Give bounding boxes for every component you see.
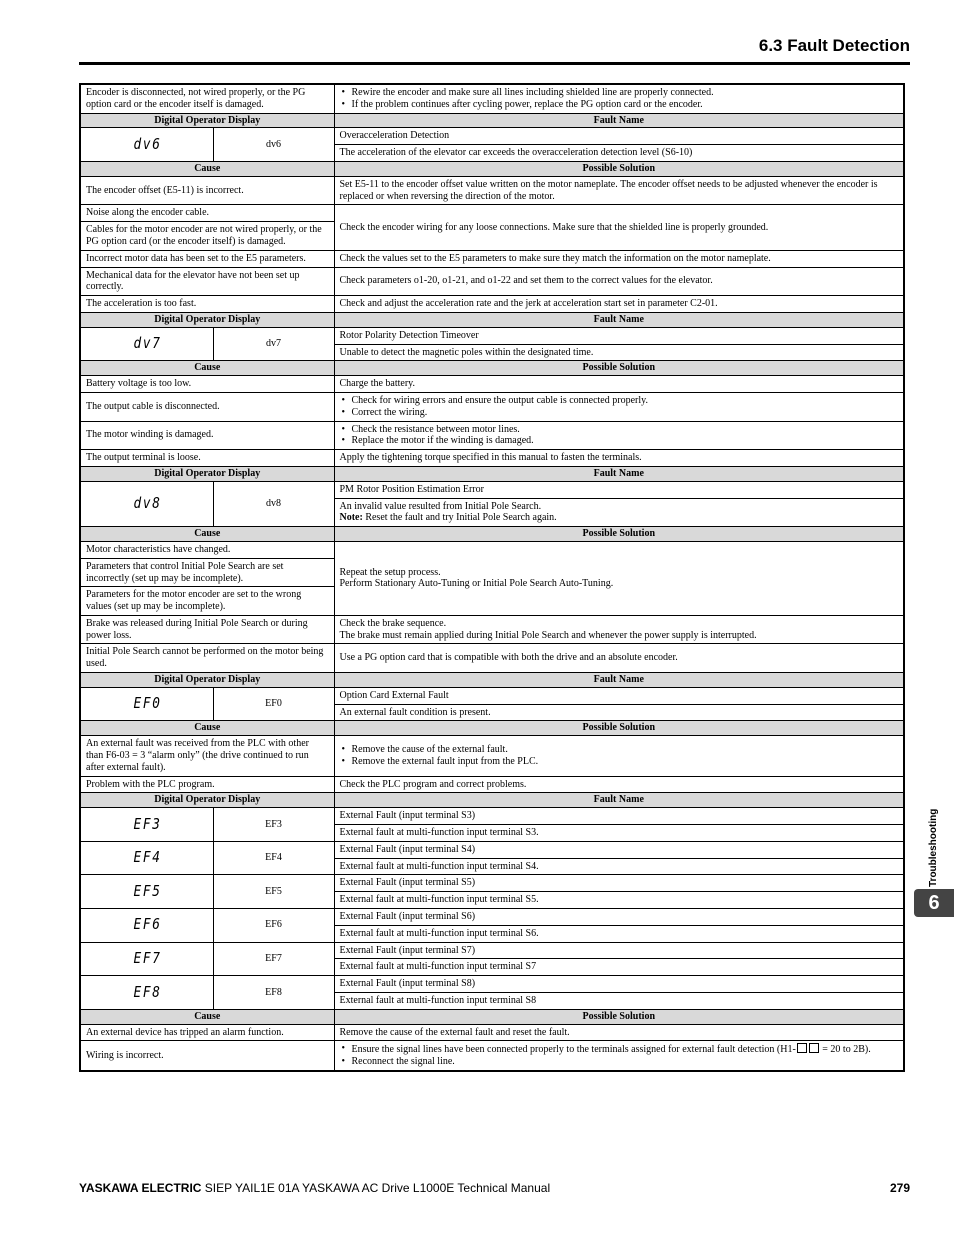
section-header-row xyxy=(80,1009,904,1024)
table-row xyxy=(80,615,904,644)
solution-bullet: • Check for wiring errors and ensure the output cable is connected properly. xyxy=(340,395,899,407)
page-footer xyxy=(79,1181,910,1195)
table-row xyxy=(80,875,904,892)
header-display: Digital Operator Display xyxy=(80,113,334,128)
note-line xyxy=(340,512,899,524)
solution-bullet xyxy=(340,1043,899,1056)
solution-cell xyxy=(334,736,904,776)
cause-cell: The output cable is disconnected. xyxy=(80,392,334,421)
segment-display-text: EF3 xyxy=(133,814,162,833)
solution-cell xyxy=(334,421,904,450)
cause-cell: Initial Pole Search cannot be performed on the motor being used. xyxy=(80,644,334,673)
cause-cell: The acceleration is too fast. xyxy=(80,296,334,313)
fault-name: External Fault (input terminal S5) xyxy=(334,875,904,892)
solution-cell: Set E5-11 to the encoder offset value written on the motor nameplate. The encoder offset needs to be adjusted whenever the encoder is replaced or when reversing the direction of the motor. xyxy=(334,176,904,205)
fault-code: EF5 xyxy=(213,875,334,909)
table-row xyxy=(80,392,904,421)
fault-description: Unable to detect the magnetic poles within the designated time. xyxy=(334,344,904,361)
cause-cell: An external device has tripped an alarm function. xyxy=(80,1024,334,1041)
header-fault-name: Fault Name xyxy=(334,793,904,808)
segment-display-text: EF4 xyxy=(133,848,162,867)
table-row xyxy=(80,176,904,205)
fault-name: PM Rotor Position Estimation Error xyxy=(334,481,904,498)
header-fault-name: Fault Name xyxy=(334,673,904,688)
header-display: Digital Operator Display xyxy=(80,312,334,327)
fault-name: Overacceleration Detection xyxy=(334,128,904,145)
header-solution: Possible Solution xyxy=(334,161,904,176)
section-header-row xyxy=(80,721,904,736)
solution-cell xyxy=(334,541,904,615)
header-cause: Cause xyxy=(80,361,334,376)
solution-cell xyxy=(334,1041,904,1071)
solution-cell: Charge the battery. xyxy=(334,376,904,393)
cause-cell: Problem with the PLC program. xyxy=(80,776,334,793)
operator-display xyxy=(80,841,213,875)
fault-code: EF4 xyxy=(213,841,334,875)
table-row xyxy=(80,1041,904,1071)
cause-cell: Encoder is disconnected, not wired properly, or the PG option card or the encoder itself is damaged. xyxy=(80,84,334,113)
table-row xyxy=(80,84,904,113)
header-fault-name: Fault Name xyxy=(334,113,904,128)
solution-text: = 20 to 2B). xyxy=(819,1044,871,1056)
table-row xyxy=(80,644,904,673)
chapter-tab: 6 xyxy=(914,889,954,917)
section-header-row xyxy=(80,466,904,481)
cause-cell: Battery voltage is too low. xyxy=(80,376,334,393)
fault-description: External fault at multi-function input terminal S5. xyxy=(334,892,904,909)
segment-display-text: EF7 xyxy=(133,949,162,968)
table-row xyxy=(80,1024,904,1041)
header-display: Digital Operator Display xyxy=(80,793,334,808)
table-row xyxy=(80,267,904,296)
segment-display-text: EF5 xyxy=(133,881,162,900)
table-row xyxy=(80,909,904,926)
fault-name: External Fault (input terminal S6) xyxy=(334,909,904,926)
note-label: Note: xyxy=(339,512,363,524)
solution-cell: Check and adjust the acceleration rate and the jerk at acceleration start set in parameter C2-01. xyxy=(334,296,904,313)
header-cause: Cause xyxy=(80,1009,334,1024)
section-header-row xyxy=(80,673,904,688)
section-header-row xyxy=(80,361,904,376)
cause-cell: Parameters for the motor encoder are set to the wrong values (set up may be incomplete). xyxy=(80,587,334,616)
solution-text: Ensure the signal lines have been connected properly to the terminals assigned for external fault detection (H1- xyxy=(351,1044,796,1056)
table-row xyxy=(80,687,904,704)
cause-cell: Wiring is incorrect. xyxy=(80,1041,334,1071)
solution-bullet: • Correct the wiring. xyxy=(340,407,899,419)
header-fault-name: Fault Name xyxy=(334,466,904,481)
solution-bullet: • If the problem continues after cycling power, replace the PG option card or the encoder. xyxy=(340,99,899,111)
fault-name: External Fault (input terminal S3) xyxy=(334,808,904,825)
solution-cell: Check the PLC program and correct problems. xyxy=(334,776,904,793)
segment-display-text: dv6 xyxy=(133,134,162,153)
section-header-row xyxy=(80,161,904,176)
segment-display-text: dv8 xyxy=(133,494,162,513)
segment-display-text: EF8 xyxy=(133,982,162,1001)
table-row xyxy=(80,128,904,145)
table-row xyxy=(80,841,904,858)
fault-description: External fault at multi-function input terminal S8 xyxy=(334,993,904,1010)
fault-description: External fault at multi-function input terminal S7 xyxy=(334,959,904,976)
table-row xyxy=(80,776,904,793)
fault-name: Rotor Polarity Detection Timeover xyxy=(334,327,904,344)
segment-display-text: EF6 xyxy=(133,915,162,934)
fault-code: EF7 xyxy=(213,942,334,976)
header-cause: Cause xyxy=(80,527,334,542)
table-row xyxy=(80,808,904,825)
cause-cell: The motor winding is damaged. xyxy=(80,421,334,450)
operator-display xyxy=(80,909,213,943)
solution-line: Check the brake sequence. xyxy=(339,617,447,629)
operator-display xyxy=(80,976,213,1010)
fault-name: Option Card External Fault xyxy=(334,687,904,704)
cause-cell: Brake was released during Initial Pole Search or during power loss. xyxy=(80,615,334,644)
header-solution: Possible Solution xyxy=(334,1009,904,1024)
solution-bullet: • Check the resistance between motor lines. xyxy=(340,424,899,436)
solution-cell xyxy=(334,392,904,421)
cause-cell: The output terminal is loose. xyxy=(80,450,334,467)
table-row xyxy=(80,942,904,959)
solution-bullet: • Remove the external fault input from the PLC. xyxy=(340,756,899,768)
header-solution: Possible Solution xyxy=(334,527,904,542)
solution-cell xyxy=(334,615,904,644)
fault-code: EF6 xyxy=(213,909,334,943)
operator-display xyxy=(80,327,213,361)
header-cause: Cause xyxy=(80,721,334,736)
section-title: 6.3 Fault Detection xyxy=(758,36,910,55)
solution-cell: Remove the cause of the external fault and reset the fault. xyxy=(334,1024,904,1041)
fault-name: External Fault (input terminal S4) xyxy=(334,841,904,858)
table-row xyxy=(80,205,904,222)
cause-cell: The encoder offset (E5-11) is incorrect. xyxy=(80,176,334,205)
table-row xyxy=(80,376,904,393)
section-header-row xyxy=(80,793,904,808)
fault-description: The acceleration of the elevator car exceeds the overacceleration detection level (S6-10) xyxy=(334,145,904,162)
header-fault-name: Fault Name xyxy=(334,312,904,327)
footer-document: SIEP YAIL1E 01A YASKAWA AC Drive L1000E Technical Manual xyxy=(201,1181,551,1195)
header-solution: Possible Solution xyxy=(334,361,904,376)
placeholder-box-icon xyxy=(809,1043,819,1053)
page-header xyxy=(79,36,910,65)
solution-line: Repeat the setup process. xyxy=(339,566,441,578)
fault-description: An external fault condition is present. xyxy=(334,704,904,721)
solution-line: The brake must remain applied during Initial Pole Search and whenever the power supply is interrupted. xyxy=(339,629,757,641)
table-row xyxy=(80,450,904,467)
cause-cell: An external fault was received from the PLC with other than F6-03 = 3 “alarm only” (the drive continued to run after external fault). xyxy=(80,736,334,776)
operator-display xyxy=(80,942,213,976)
segment-display-text: EF0 xyxy=(133,694,162,713)
fault-code: dv8 xyxy=(213,481,334,526)
solution-cell: Check the encoder wiring for any loose connections. Make sure that the shielded line is properly grounded. xyxy=(334,205,904,250)
fault-description: External fault at multi-function input terminal S3. xyxy=(334,825,904,842)
table-row xyxy=(80,541,904,558)
cause-cell: Noise along the encoder cable. xyxy=(80,205,334,222)
operator-display xyxy=(80,128,213,162)
header-solution: Possible Solution xyxy=(334,721,904,736)
table-row xyxy=(80,421,904,450)
fault-description xyxy=(334,498,904,527)
fault-name: External Fault (input terminal S7) xyxy=(334,942,904,959)
table-row xyxy=(80,736,904,776)
fault-code: EF0 xyxy=(213,687,334,721)
cause-cell: Motor characteristics have changed. xyxy=(80,541,334,558)
operator-display xyxy=(80,875,213,909)
solution-bullet: • Remove the cause of the external fault. xyxy=(340,744,899,756)
solution-bullet: • Reconnect the signal line. xyxy=(340,1056,899,1068)
fault-description: External fault at multi-function input terminal S6. xyxy=(334,925,904,942)
solution-line: Perform Stationary Auto-Tuning or Initial Pole Search Auto-Tuning. xyxy=(339,578,614,590)
fault-name: External Fault (input terminal S8) xyxy=(334,976,904,993)
solution-cell: Apply the tightening torque specified in this manual to fasten the terminals. xyxy=(334,450,904,467)
header-cause: Cause xyxy=(80,161,334,176)
table-row xyxy=(80,976,904,993)
operator-display xyxy=(80,687,213,721)
header-display: Digital Operator Display xyxy=(80,466,334,481)
solution-cell xyxy=(334,84,904,113)
fault-code: dv7 xyxy=(213,327,334,361)
footer-brand: YASKAWA ELECTRIC xyxy=(79,1181,202,1195)
header-display: Digital Operator Display xyxy=(80,673,334,688)
section-header-row xyxy=(80,113,904,128)
operator-display xyxy=(80,481,213,526)
cause-cell: Incorrect motor data has been set to the E5 parameters. xyxy=(80,250,334,267)
section-header-row xyxy=(80,527,904,542)
page-number: 279 xyxy=(889,1181,910,1195)
solution-bullet: • Replace the motor if the winding is damaged. xyxy=(340,435,899,447)
solution-cell: Use a PG option card that is compatible with both the drive and an absolute encoder. xyxy=(334,644,904,673)
solution-bullet: • Rewire the encoder and make sure all lines including shielded line are properly connected. xyxy=(340,87,899,99)
table-row xyxy=(80,327,904,344)
solution-cell: Check parameters o1-20, o1-21, and o1-22 and set them to the correct values for the elevator. xyxy=(334,267,904,296)
cause-cell: Mechanical data for the elevator have not been set up correctly. xyxy=(80,267,334,296)
operator-display xyxy=(80,808,213,842)
segment-display-text: dv7 xyxy=(133,334,162,353)
cause-cell: Parameters that control Initial Pole Search are set incorrectly (set up may be incomplete). xyxy=(80,558,334,587)
section-header-row xyxy=(80,312,904,327)
note-text: Reset the fault and try Initial Pole Search again. xyxy=(362,512,557,524)
cause-cell: Cables for the motor encoder are not wired properly, or the PG option card (or the encoder itself) is damaged. xyxy=(80,222,334,251)
solution-cell: Check the values set to the E5 parameters to make sure they match the information on the motor nameplate. xyxy=(334,250,904,267)
fault-code: EF8 xyxy=(213,976,334,1010)
fault-table xyxy=(79,83,905,1072)
table-row xyxy=(80,250,904,267)
fault-code: EF3 xyxy=(213,808,334,842)
table-row xyxy=(80,296,904,313)
chapter-side-label: Troubleshooting xyxy=(928,808,939,887)
placeholder-box-icon xyxy=(797,1043,807,1053)
fault-code: dv6 xyxy=(213,128,334,162)
description-text: An invalid value resulted from Initial Pole Search. xyxy=(339,500,542,512)
table-row xyxy=(80,481,904,498)
fault-description: External fault at multi-function input terminal S4. xyxy=(334,858,904,875)
